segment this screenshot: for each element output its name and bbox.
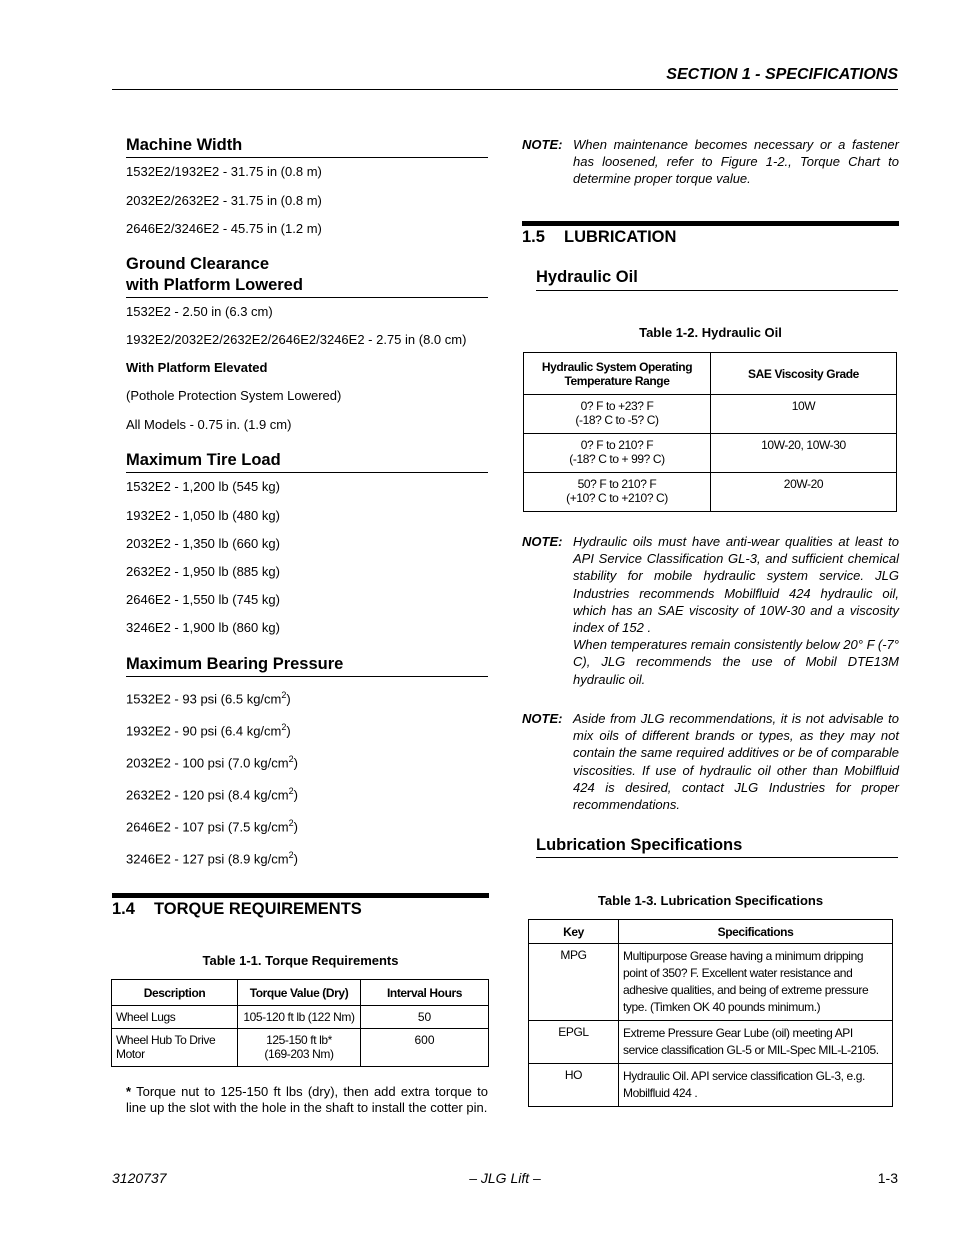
list-item: 2646E2 - 1,550 lb (745 kg) <box>126 592 280 607</box>
ground-clearance-title-line2: with Platform Lowered <box>126 276 303 294</box>
list-item: 1932E2/2032E2/2632E2/2646E2/3246E2 - 2.75 in (8.0 cm) <box>126 332 467 347</box>
hydraulic-oil-heading: Hydraulic Oil <box>536 268 638 286</box>
table-header: Hydraulic System Operating Temperature Range <box>524 353 711 395</box>
section-number: 1.4 <box>112 900 135 918</box>
note-hydraulic-oil: NOTE: Hydraulic oils must have anti-wear qualities at least to API Service Classification GL-3, and sufficient chemical stability for mobile hydraulic system service. JLG Industries recommends Mobilfluid 424 hydraulic oil, which has an SAE viscosity of 10W-30 and a viscosity index of 152 . When temperatures remain consistently below 20° F (-7° C), JLG recommends the use of Mobil DTE13M hydraulic oil. <box>522 534 899 687</box>
list-item: 2632E2 - 1,950 lb (885 kg) <box>126 564 280 579</box>
note-body: Hydraulic oils must have anti-wear qualities at least to API Service Classification GL-3, and sufficient chemical stability for mobile hydraulic system service. JLG Industries recommends Mobilfluid 424 hydraulic oil, which has an SAE viscosity of 10W-30 and a viscosity index of 152 . When temperatures remain consistently below 20° F (-7° C), JLG recommends the use of Mobil DTE13M hydraulic oil. <box>573 534 899 687</box>
list-item: 1532E2 - 93 psi (6.5 $kg/cm^2$) <box>126 690 291 707</box>
list-item: 1532E2 - 2.50 in (6.3 cm) <box>126 304 273 319</box>
list-item: 3246E2 - 1,900 lb (860 kg) <box>126 620 280 635</box>
table-cell: Wheel Hub To Drive Motor <box>112 1029 238 1067</box>
table-caption: Table 1-1. Torque Requirements <box>202 953 399 968</box>
table-caption: Table 1-2. Hydraulic Oil <box>639 325 782 340</box>
bearing-pressure-heading: Maximum Bearing Pressure <box>126 655 344 673</box>
section-title: TORQUE REQUIREMENTS <box>154 900 362 918</box>
lube-specs-table <box>528 919 893 1107</box>
heading-rule <box>536 290 898 291</box>
table-row <box>524 473 897 512</box>
table-header: Key <box>529 920 619 944</box>
table-cell: Hydraulic Oil. API service classification GL-3, e.g. Mobilfluid 424 . <box>619 1064 893 1107</box>
list-item: 1932E2 - 1,050 lb (480 kg) <box>126 508 280 523</box>
table-cell: 10W-20, 10W-30 <box>711 434 897 473</box>
ground-clearance-title-line1: Ground Clearance <box>126 255 270 273</box>
table-cell: 20W-20 <box>711 473 897 512</box>
list-item: All Models - 0.75 in. (1.9 cm) <box>126 417 292 432</box>
table-cell: 50 <box>361 1006 489 1029</box>
table-header: Interval Hours <box>361 980 489 1006</box>
table-cell: Extreme Pressure Gear Lube (oil) meeting API service classification GL-5 or MIL-Spec MIL-L-2105. <box>619 1021 893 1064</box>
table-header: Specifications <box>619 920 893 944</box>
table-cell: 50? F to 210? F (+10? C to +210? C) <box>524 473 711 512</box>
table-row <box>529 944 893 1021</box>
table-row <box>529 1064 893 1107</box>
table-header: SAE Viscosity Grade <box>711 353 897 395</box>
table-cell: EPGL <box>529 1021 619 1064</box>
table-caption: Table 1-3. Lubrication Specifications <box>597 893 824 908</box>
machine-width-heading: Machine Width <box>126 136 243 154</box>
page-number: 1-3 <box>877 1170 898 1186</box>
list-item: 2646E2 - 107 psi (7.5 $kg/cm^2$) <box>126 818 298 835</box>
list-item: 1932E2 - 90 psi (6.4 $kg/cm^2$) <box>126 722 291 739</box>
section-bar <box>112 893 489 898</box>
note-mixing-oils: NOTE: Aside from JLG recommendations, it is not advisable to mix oils of different brands or types, as they may not contain the same required additives or be of comparable viscosities. If use of hydraulic oil other than Mobilfluid 424 is desired, contact JLG Industries for proper recommendations. <box>522 711 899 813</box>
lube-specs-heading: Lubrication Specifications <box>536 836 743 854</box>
table-cell: Multipurpose Grease having a minimum dripping point of 350? F. Excellent water resistance and adhesive qualities, and being of extreme pressure type. (Timken OK 40 pounds minimum.) <box>619 944 893 1021</box>
table-cell: MPG <box>529 944 619 1021</box>
list-item: 2032E2/2632E2 - 31.75 in (0.8 m) <box>126 193 322 208</box>
list-item: 1532E2/1932E2 - 31.75 in (0.8 m) <box>126 164 322 179</box>
heading-rule <box>126 472 488 473</box>
table-header: Torque Value (Dry) <box>238 980 361 1006</box>
heading-rule <box>126 676 488 677</box>
table-cell: 0? F to 210? F (-18? C to + 99? C) <box>524 434 711 473</box>
section-header: SECTION 1 - SPECIFICATIONS <box>666 66 898 83</box>
table-header: Description <box>112 980 238 1006</box>
table-row <box>529 1021 893 1064</box>
heading-rule <box>126 297 488 298</box>
table-cell: 0? F to +23? F (-18? C to -5? C) <box>524 395 711 434</box>
table-row <box>112 1029 489 1067</box>
table-cell: 125-150 ft lb* (169-203 Nm) <box>238 1029 361 1067</box>
footer-center: – JLG Lift – <box>469 1170 541 1186</box>
heading-rule <box>536 857 898 858</box>
torque-table <box>111 979 489 1067</box>
table-cell: 10W <box>711 395 897 434</box>
table-cell: Wheel Lugs <box>112 1006 238 1029</box>
elevated-subheading: With Platform Elevated <box>126 360 268 375</box>
table-row <box>524 434 897 473</box>
table-cell: 105-120 ft lb (122 Nm) <box>238 1006 361 1029</box>
list-item: 2632E2 - 120 psi (8.4 $kg/cm^2$) <box>126 786 298 803</box>
table-cell: HO <box>529 1064 619 1107</box>
table-row <box>112 1006 489 1029</box>
section-title: LUBRICATION <box>564 228 677 246</box>
list-item: (Pothole Protection System Lowered) <box>126 388 342 403</box>
list-item: 1532E2 - 1,200 lb (545 kg) <box>126 479 280 494</box>
section-bar <box>522 221 899 226</box>
list-item: 2032E2 - 100 psi (7.0 $kg/cm^2$) <box>126 754 298 771</box>
heading-rule <box>126 157 488 158</box>
table-row <box>524 395 897 434</box>
table-cell: 600 <box>361 1029 489 1067</box>
list-item: 2646E2/3246E2 - 45.75 in (1.2 m) <box>126 221 322 236</box>
list-item: 3246E2 - 127 psi (8.9 $kg/cm^2$) <box>126 850 298 867</box>
doc-number: 3120737 <box>112 1170 167 1186</box>
note-torque-chart: NOTE: When maintenance becomes necessary or a fastener has loosened, refer to Figure 1-2., Torque Chart to determine proper torque value. <box>522 137 899 187</box>
header-rule <box>112 89 898 90</box>
torque-footnote: * Torque nut to 125-150 ft lbs (dry), then add extra torque to line up the slot with the hole in the shaft to install the cotter pin. <box>126 1084 488 1115</box>
list-item: 2032E2 - 1,350 lb (660 kg) <box>126 536 280 551</box>
section-number: 1.5 <box>522 228 545 246</box>
ground-clearance-heading <box>126 254 488 296</box>
hydraulic-oil-table <box>523 352 897 512</box>
tire-load-heading: Maximum Tire Load <box>126 451 281 469</box>
